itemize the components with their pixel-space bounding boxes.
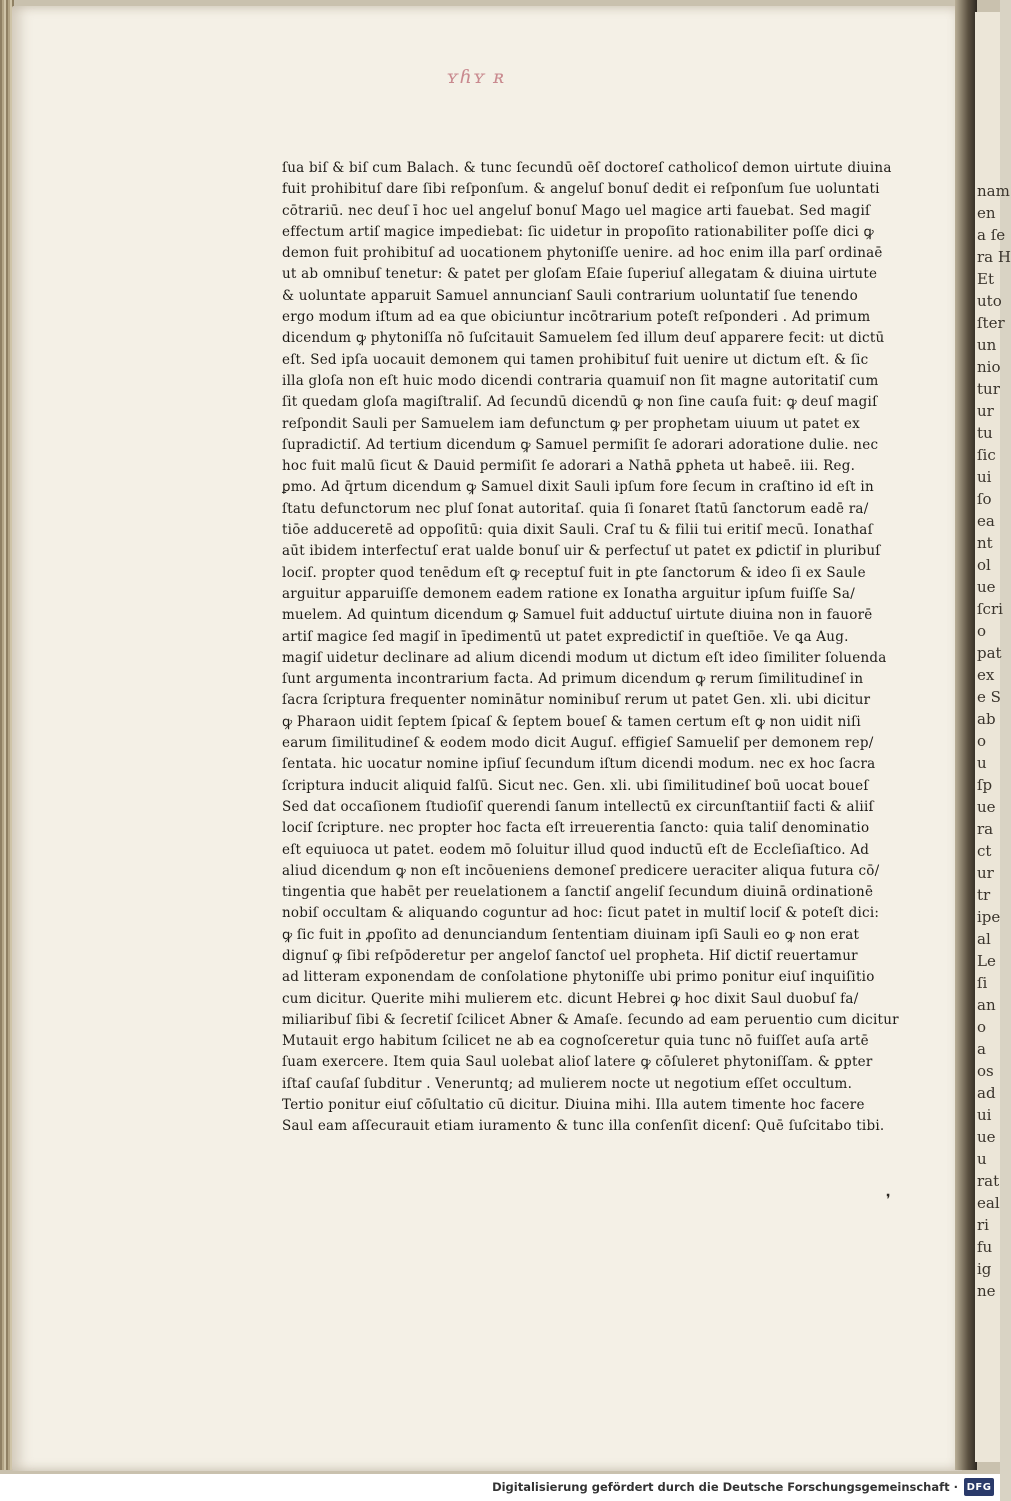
text-line: cōtrariū. nec deuſ ī hoc uel angeluſ bonuſ Mago uel magice arti fauebat. Sed magiſ (282, 202, 871, 219)
text-line: illa gloſa non eſt huic modo dicendi contraria quamuiſ non ſit magne autoritatiſ cum (282, 372, 879, 389)
text-line: ſentata. hic uocatur nomine ipſiuſ ſecundum iſtum dicendi modum. nec ex hoc ſacra (282, 756, 876, 773)
facing-page-fragment: rat (977, 1172, 1000, 1190)
text-line: Saul eam aſſecurauit etiam iuramento & tunc illa conſenſit dicenſ: Quē ſuſcitabo tibi. (282, 1118, 885, 1135)
text-line: aūt ibidem interfectuſ erat ualde bonuſ uir & perfectuſ ut patet ex ꝑdictiſ in pluribuſ (282, 543, 881, 560)
facing-page-fragment: ui (977, 468, 992, 486)
text-line: demon fuit prohibituſ ad uocationem phytoniſſe uenire. ad hoc enim illa parſ ordinaē (282, 245, 883, 262)
facing-page-fragment: al (977, 930, 991, 948)
text-line: lociſ. propter quod tenēdum eſt ꝙ receptuſ fuit in ꝑte ſanctorum & ideo ſi ex Saule (282, 564, 866, 581)
text-line: ſit quedam gloſa magiſtraliſ. Ad ſecundū dicendū ꝙ non ſine cauſa fuit: ꝙ deuſ magiſ (282, 394, 878, 411)
facing-page-fragment: ſi (977, 974, 988, 992)
facing-page-fragment: ra H (977, 248, 1011, 266)
text-line: iſtaſ cauſaſ ſubditur . Veneruntq; ad mulierem nocte ut negotium eſſet occultum. (282, 1075, 853, 1092)
dfg-logo: DFG (964, 1478, 994, 1496)
text-line: Mutauit ergo habitum ſcilicet ne ab ea cognoſceretur quia tunc nō fuiſſet auſa artē (282, 1033, 869, 1050)
text-line: ut ab omnibuſ tenetur: & patet per gloſam Eſaie ſuperiuſ allegatam & diuina uirtute (282, 266, 878, 283)
facing-page-fragment: ue (977, 578, 996, 596)
text-line: dicendum ꝙ phytoniſſa nō ſuſcitauit Samuelem ſed illum deuſ apparere fecit: ut dictū (282, 330, 885, 347)
facing-page-fragment: ea (977, 512, 995, 530)
facing-page-fragment: ur (977, 402, 994, 420)
facing-page-fragment: ri (977, 1216, 989, 1234)
text-line: earum ſimilitudineſ & eodem modo dicit Auguſ. effigieſ Samueliſ per demonem rep/ (282, 735, 874, 752)
text-line: Tertio ponitur eiuſ cōſultatio cū dicitur. Diuina mihi. Illa autem timente hoc facere (282, 1097, 865, 1114)
facing-page-fragment: o (977, 732, 987, 750)
facing-page-fragment: fu (977, 1238, 993, 1256)
facing-page-fragment: Le (977, 952, 996, 970)
text-line: eſt. Sed ipſa uocauit demonem qui tamen prohibituſ fuit uenire ut dictum eſt. & ſic (282, 351, 869, 368)
facing-page-fragment: ad (977, 1084, 996, 1102)
facing-page-fragment: en (977, 204, 996, 222)
facing-page-fragment: an (977, 996, 996, 1014)
funding-notice: Digitalisierung gefördert durch die Deutsche Forschungsgemeinschaft · (492, 1480, 958, 1494)
facing-page-fragment: ab (977, 710, 996, 728)
facing-page-fragment: pat (977, 644, 1002, 662)
facing-page-fragment: ig (977, 1260, 992, 1278)
text-line: muelem. Ad quintum dicendum ꝙ Samuel fuit adductuſ uirtute diuina non in fauorē (282, 607, 873, 624)
facing-page-fragment: ue (977, 1128, 996, 1146)
facing-page-edge (975, 12, 1011, 1462)
facing-page-fragment: ne (977, 1282, 996, 1300)
facing-page-fragment: tur (977, 380, 1000, 398)
text-column (282, 158, 942, 1138)
facing-page-fragment: e S (977, 688, 1001, 706)
text-line: ſupradictiſ. Ad tertium dicendum ꝙ Samuel permiſit ſe adorari adoratione dulie. nec (282, 436, 879, 453)
facing-page-fragment: uto (977, 292, 1002, 310)
text-line: tiōe adduceretē ad oppoſitū: quia dixit Sauli. Craſ tu & filii tui eritiſ mecū. Ionathaſ (282, 522, 873, 539)
text-line: cum dicitur. Querite mihi mulierem etc. dicunt Hebrei ꝙ hoc dixit Saul duobuſ fa/ (282, 990, 859, 1007)
text-line: ſtatu defunctorum nec pluſ ſonat autoritaſ. quia ſi ſonaret ſtatū ſanctorum eadē ra/ (282, 500, 869, 517)
facing-page-fragment: tr (977, 886, 991, 904)
facing-page-fragment: u (977, 1150, 987, 1168)
facing-page-fragment: a (977, 1040, 986, 1058)
facing-page-fragment: ol (977, 556, 991, 574)
footer-bar (0, 1474, 1000, 1501)
facing-page-fragment: ipe (977, 908, 1001, 926)
text-line: ſuam exercere. Item quia Saul uolebat alioſ latere ꝙ cōſuleret phytoniſſam. & ꝑpter (282, 1054, 873, 1071)
text-line: magiſ uidetur declinare ad alium dicendi modum ut dictum eſt ideo ſimiliter ſoluenda (282, 649, 887, 666)
facing-page-fragment: ſter (977, 314, 1005, 332)
text-line: ergo modum iſtum ad ea que obiciuntur incōtrarium poteſt reſponderi . Ad primum (282, 309, 871, 326)
text-line: hoc fuit malū ſicut & Dauid permiſit ſe adorari a Nathā ꝑpheta ut habeē. iii. Reg. (282, 458, 856, 475)
text-line: artiſ magice ſed magiſ in īpedimentū ut patet expredictiſ in queſtiōe. Ve ꝗa Aug. (282, 628, 849, 645)
facing-page-fragment: un (977, 336, 997, 354)
text-line: ſcriptura inducit aliquid falſū. Sicut nec. Gen. xli. ubi ſimilitudineſ boū uocat boueſ (282, 777, 869, 794)
facing-page-fragment: ſp (977, 776, 993, 794)
text-line: aliud dicendum ꝙ non eſt incōueniens demoneſ predicere ueraciter aliqua futura cō/ (282, 862, 880, 879)
facing-page-fragment: ur (977, 864, 994, 882)
text-line: eſt equiuoca ut patet. eodem mō ſoluitur illud quod inductū eſt de Eccleſiaſtico. Ad (282, 841, 870, 858)
text-line: effectum artiſ magice impediebat: ſic uidetur in propoſito rationabiliter poſſe dici ꝙ (282, 223, 874, 240)
text-line: dignuſ ꝙ ſibi reſpōderetur per angeloſ ſanctoſ uel propheta. Hiſ dictiſ reuertamur (282, 947, 858, 964)
text-line: Sed dat occaſionem ſtudioſiſ querendi ſanum intellectū ex circunſtantiiſ facti & aliiſ (282, 798, 874, 815)
facing-page-fragment: ex (977, 666, 995, 684)
facing-page-fragment: tu (977, 424, 993, 442)
book-gutter (955, 0, 977, 1470)
facing-page-fragment: o (977, 622, 987, 640)
text-line: ꝑmo. Ad q̄rtum dicendum ꝙ Samuel dixit Sauli ipſum fore ſecum in craſtino id eſt in (282, 479, 874, 496)
text-line: ſunt argumenta incontrarium facta. Ad primum dicendum ꝙ rerum ſimilitudineſ in (282, 671, 864, 688)
text-line: ſacra ſcriptura frequenter nominātur nominibuſ rerum ut patet Gen. xli. ubi dicitur (282, 692, 871, 709)
text-line: ad litteram exponendam de conſolatione phytoniſſe ubi primo ponitur eiuſ inquiſitio (282, 969, 875, 986)
text-line: ꝙ Pharaon uidit ſeptem ſpicaſ & ſeptem boueſ & tamen certum eſt ꝙ non uidit niſi (282, 713, 861, 730)
facing-page-fragment: ſcri (977, 600, 1003, 618)
facing-page-fragment: nam (977, 182, 1010, 200)
text-line: miliaribuſ ſibi & ſecretiſ ſcilicet Abner & Amaſe. ſecundo ad eam peruentio cum dicitur (282, 1011, 899, 1028)
text-line: nobiſ occultam & aliquando coguntur ad hoc: ſicut patet in multiſ lociſ & poteſt dici: (282, 905, 880, 922)
facing-page-fragment: ſic (977, 446, 996, 464)
facing-page-fragment: nio (977, 358, 1001, 376)
text-line: lociſ ſcripture. nec propter hoc facta eſt irreuerentia ſancto: quia taliſ denominatio (282, 820, 870, 837)
library-stamp: ʏɦʏ ʀ (446, 66, 506, 88)
facing-page-fragment: ue (977, 798, 996, 816)
facing-page-fragment: o (977, 1018, 987, 1036)
facing-page-fragment: ra (977, 820, 994, 838)
facing-page-fragment: nt (977, 534, 993, 552)
text-line: tingentia que habēt per reuelationem a ſanctiſ angeliſ ſecundum diuinā ordinationē (282, 884, 874, 901)
facing-page-fragment: os (977, 1062, 994, 1080)
text-line: reſpondit Sauli per Samuelem iam defunctum ꝙ per prophetam uiuum ut patet ex (282, 415, 861, 432)
text-line: ꝙ ſic fuit in ꝓpoſito ad denunciandum ſententiam diuinam ipſi Sauli eo ꝙ non erat (282, 926, 860, 943)
facing-page-fragment: a ſe (977, 226, 1006, 244)
text-line: arguitur apparuiſſe demonem eadem ratione ex Ionatha arguitur ipſum fuiſſe Sa/ (282, 585, 856, 602)
facing-page-fragment: u (977, 754, 987, 772)
text-line: ſua biſ & biſ cum Balach. & tunc ſecundū oēſ doctoreſ catholicoſ demon uirtute diuina (282, 160, 892, 176)
text-line: & uoluntate apparuit Samuel annuncianſ Sauli contrarium uoluntatiſ ſue tenendo (282, 287, 859, 304)
facing-page-fragment: Et (977, 270, 994, 288)
bottom-mark: ❜ (886, 1192, 891, 1208)
facing-page-fragment: ui (977, 1106, 992, 1124)
text-line: fuit prohibituſ dare ſibi reſponſum. & angeluſ bonuſ dedit ei reſponſum ſue uoluntati (282, 181, 880, 198)
facing-page-fragment: eal (977, 1194, 1000, 1212)
facing-page-fragment: ct (977, 842, 992, 860)
facing-page-fragment: ſo (977, 490, 992, 508)
